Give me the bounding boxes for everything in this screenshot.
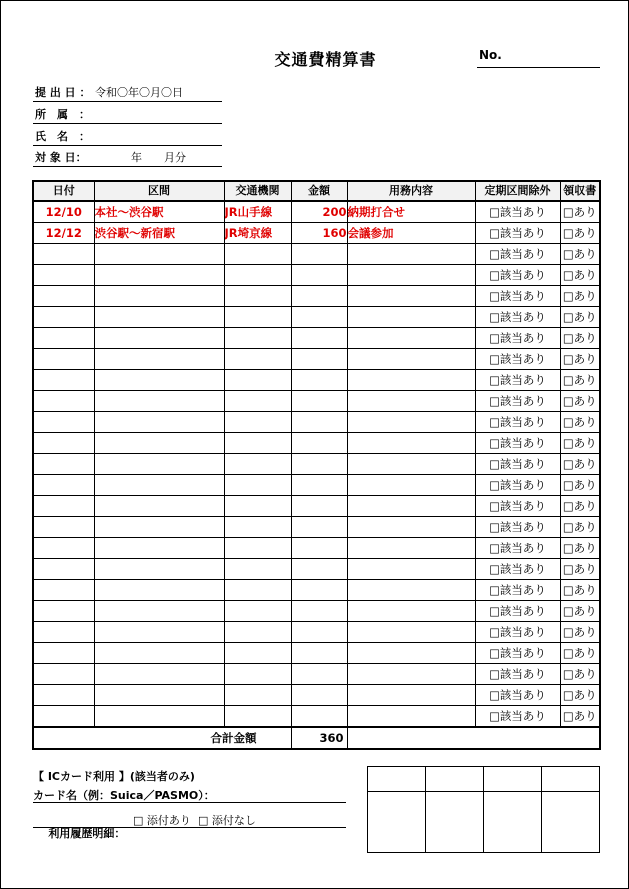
table-row [33, 286, 600, 307]
row-purpose-cell[interactable] [347, 580, 475, 601]
row-purpose-cell[interactable] [347, 370, 475, 391]
row-date-cell[interactable] [33, 286, 94, 307]
row-section-cell[interactable] [94, 370, 224, 391]
stamp-box[interactable] [368, 792, 426, 853]
row-receipt-checkbox[interactable]: □あり [560, 643, 600, 664]
row-amount-cell[interactable] [291, 454, 347, 475]
row-transport-cell[interactable] [224, 370, 291, 391]
row-section-cell[interactable] [94, 244, 224, 265]
row-amount-cell[interactable] [291, 685, 347, 706]
row-commuter-checkbox[interactable]: □該当あり [475, 685, 560, 706]
row-commuter-checkbox[interactable]: □該当あり [475, 391, 560, 412]
total-blank [347, 727, 600, 749]
table-row [33, 601, 600, 622]
row-section-cell[interactable] [94, 685, 224, 706]
row-date-cell[interactable] [33, 454, 94, 475]
row-amount-cell[interactable] [291, 328, 347, 349]
stamp-box[interactable] [426, 792, 484, 853]
row-date-cell[interactable] [33, 538, 94, 559]
row-transport-cell[interactable] [224, 643, 291, 664]
ic-card-name-label: カード名（例：Suica／PASMO）： [33, 789, 215, 802]
row-receipt-checkbox[interactable]: □あり [560, 601, 600, 622]
stamp-box[interactable] [542, 792, 600, 853]
table-row [33, 265, 600, 286]
submit-date-label: 提 出 日 ： [35, 86, 91, 99]
row-section-cell[interactable] [94, 664, 224, 685]
row-section-cell[interactable] [94, 349, 224, 370]
period-value: 年 月分 [131, 151, 186, 164]
department-label: 所 属 ： [35, 108, 90, 121]
row-amount-cell[interactable] [291, 517, 347, 538]
table-row [33, 307, 600, 328]
row-date-cell[interactable] [33, 559, 94, 580]
row-purpose-cell[interactable] [347, 664, 475, 685]
row-commuter-checkbox[interactable]: □該当あり [475, 349, 560, 370]
table-row [33, 223, 600, 244]
row-amount-cell[interactable] [291, 580, 347, 601]
row-receipt-checkbox[interactable]: □あり [560, 538, 600, 559]
ic-card-name-field[interactable] [33, 802, 346, 803]
row-section-cell[interactable] [94, 538, 224, 559]
row-purpose-cell[interactable] [347, 685, 475, 706]
row-commuter-checkbox[interactable]: □該当あり [475, 265, 560, 286]
row-date-cell[interactable] [33, 643, 94, 664]
row-purpose-cell[interactable] [347, 496, 475, 517]
row-purpose-cell[interactable] [347, 517, 475, 538]
row-amount-cell[interactable] [291, 307, 347, 328]
row-transport-cell[interactable] [224, 349, 291, 370]
row-purpose-cell[interactable] [347, 265, 475, 286]
row-purpose-cell[interactable] [347, 328, 475, 349]
row-date-cell[interactable] [33, 391, 94, 412]
row-section-cell[interactable] [94, 580, 224, 601]
department-row[interactable] [33, 102, 222, 124]
row-date-cell[interactable] [33, 412, 94, 433]
row-commuter-checkbox[interactable]: □該当あり [475, 307, 560, 328]
row-receipt-checkbox[interactable]: □あり [560, 412, 600, 433]
row-amount-cell[interactable]: 200 [291, 201, 347, 223]
row-amount-cell[interactable] [291, 538, 347, 559]
row-transport-cell[interactable] [224, 496, 291, 517]
row-commuter-checkbox[interactable]: □該当あり [475, 622, 560, 643]
row-transport-cell[interactable] [224, 328, 291, 349]
row-amount-cell[interactable] [291, 496, 347, 517]
table-row [33, 244, 600, 265]
row-section-cell[interactable] [94, 412, 224, 433]
row-section-cell[interactable]: 渋谷駅～新宿駅 [94, 223, 224, 244]
row-purpose-cell[interactable] [347, 559, 475, 580]
name-row[interactable] [33, 124, 222, 146]
row-purpose-cell[interactable] [347, 454, 475, 475]
row-receipt-checkbox[interactable]: □あり [560, 664, 600, 685]
table-row [33, 664, 600, 685]
row-transport-cell[interactable] [224, 685, 291, 706]
expense-table [32, 180, 601, 750]
table-row [33, 517, 600, 538]
row-purpose-cell[interactable] [347, 538, 475, 559]
row-commuter-checkbox[interactable]: □該当あり [475, 223, 560, 244]
row-amount-cell[interactable] [291, 391, 347, 412]
row-date-cell[interactable] [33, 580, 94, 601]
row-amount-cell[interactable] [291, 433, 347, 454]
ic-card-heading: 【 ICカード利用 】(該当者のみ) [33, 770, 195, 783]
row-receipt-checkbox[interactable]: □あり [560, 685, 600, 706]
row-commuter-checkbox[interactable]: □該当あり [475, 412, 560, 433]
row-date-cell[interactable] [33, 664, 94, 685]
history-row [33, 812, 256, 880]
row-commuter-checkbox[interactable]: □該当あり [475, 201, 560, 223]
row-section-cell[interactable]: 本社～渋谷駅 [94, 201, 224, 223]
row-section-cell[interactable] [94, 328, 224, 349]
row-section-cell[interactable] [94, 517, 224, 538]
row-receipt-checkbox[interactable]: □あり [560, 286, 600, 307]
row-transport-cell[interactable] [224, 307, 291, 328]
row-receipt-checkbox[interactable]: □あり [560, 328, 600, 349]
row-commuter-checkbox[interactable]: □該当あり [475, 517, 560, 538]
row-commuter-checkbox[interactable]: □該当あり [475, 664, 560, 685]
row-purpose-cell[interactable]: 会議参加 [347, 223, 475, 244]
header-purpose: 用務内容 [347, 181, 475, 201]
row-receipt-checkbox[interactable]: □あり [560, 559, 600, 580]
stamp-header-cell [542, 767, 600, 792]
table-row [33, 201, 600, 223]
row-receipt-checkbox[interactable]: □あり [560, 265, 600, 286]
row-date-cell[interactable] [33, 307, 94, 328]
row-section-cell[interactable] [94, 286, 224, 307]
header-commuter-exclusion: 定期区間除外 [475, 181, 560, 201]
row-receipt-checkbox[interactable]: □あり [560, 307, 600, 328]
row-commuter-checkbox[interactable]: □該当あり [475, 538, 560, 559]
row-commuter-checkbox[interactable]: □該当あり [475, 496, 560, 517]
row-amount-cell[interactable] [291, 370, 347, 391]
row-amount-cell[interactable] [291, 349, 347, 370]
row-transport-cell[interactable] [224, 265, 291, 286]
row-date-cell[interactable] [33, 517, 94, 538]
row-purpose-cell[interactable] [347, 601, 475, 622]
row-receipt-checkbox[interactable]: □あり [560, 475, 600, 496]
table-row [33, 496, 600, 517]
row-transport-cell[interactable] [224, 664, 291, 685]
table-row [33, 538, 600, 559]
row-commuter-checkbox[interactable]: □該当あり [475, 706, 560, 728]
submit-date-row[interactable] [33, 80, 222, 102]
table-row [33, 328, 600, 349]
history-attached-checkbox[interactable]: □ 添付あり [133, 814, 191, 827]
stamp-header-cell [484, 767, 542, 792]
period-row[interactable] [33, 145, 222, 167]
table-row [33, 580, 600, 601]
row-date-cell[interactable] [33, 265, 94, 286]
table-row [33, 454, 600, 475]
header-amount: 金額 [291, 181, 347, 201]
table-row [33, 643, 600, 664]
history-none-checkbox[interactable]: □ 添付なし [198, 814, 256, 827]
row-amount-cell[interactable] [291, 244, 347, 265]
row-commuter-checkbox[interactable]: □該当あり [475, 370, 560, 391]
row-receipt-checkbox[interactable]: □あり [560, 706, 600, 728]
row-purpose-cell[interactable] [347, 643, 475, 664]
row-purpose-cell[interactable] [347, 349, 475, 370]
table-row [33, 622, 600, 643]
period-label: 対 象 日： [35, 151, 87, 164]
row-receipt-checkbox[interactable]: □あり [560, 517, 600, 538]
table-row [33, 391, 600, 412]
row-amount-cell[interactable] [291, 601, 347, 622]
row-purpose-cell[interactable] [347, 307, 475, 328]
row-commuter-checkbox[interactable]: □該当あり [475, 559, 560, 580]
approval-stamp-boxes [367, 766, 600, 853]
table-row [33, 433, 600, 454]
table-row [33, 706, 600, 728]
header-transport: 交通機関 [224, 181, 291, 201]
stamp-header-cell [368, 767, 426, 792]
row-transport-cell[interactable] [224, 559, 291, 580]
table-row [33, 370, 600, 391]
document-number-field[interactable] [477, 67, 600, 68]
row-date-cell[interactable] [33, 349, 94, 370]
row-date-cell[interactable] [33, 622, 94, 643]
stamp-box[interactable] [484, 792, 542, 853]
row-purpose-cell[interactable] [347, 412, 475, 433]
row-section-cell[interactable] [94, 559, 224, 580]
row-purpose-cell[interactable] [347, 475, 475, 496]
form-title: 交通費精算書 [274, 50, 377, 69]
row-receipt-checkbox[interactable]: □あり [560, 496, 600, 517]
row-commuter-checkbox[interactable]: □該当あり [475, 328, 560, 349]
row-transport-cell[interactable] [224, 454, 291, 475]
header-date: 日付 [33, 181, 94, 201]
row-section-cell[interactable] [94, 496, 224, 517]
row-commuter-checkbox[interactable]: □該当あり [475, 643, 560, 664]
row-amount-cell[interactable] [291, 643, 347, 664]
row-date-cell[interactable]: 12/12 [33, 223, 94, 244]
row-purpose-cell[interactable] [347, 622, 475, 643]
row-purpose-cell[interactable] [347, 286, 475, 307]
row-section-cell[interactable] [94, 265, 224, 286]
row-transport-cell[interactable] [224, 244, 291, 265]
row-purpose-cell[interactable]: 納期打合せ [347, 201, 475, 223]
row-transport-cell[interactable] [224, 622, 291, 643]
row-transport-cell[interactable] [224, 475, 291, 496]
row-amount-cell[interactable]: 160 [291, 223, 347, 244]
row-section-cell[interactable] [94, 433, 224, 454]
row-transport-cell[interactable] [224, 538, 291, 559]
row-section-cell[interactable] [94, 307, 224, 328]
row-transport-cell[interactable] [224, 706, 291, 728]
row-receipt-checkbox[interactable]: □あり [560, 349, 600, 370]
table-header-row [33, 181, 600, 201]
table-row [33, 475, 600, 496]
row-transport-cell[interactable] [224, 412, 291, 433]
total-value: 360 [291, 727, 347, 749]
row-transport-cell[interactable] [224, 286, 291, 307]
row-section-cell[interactable] [94, 643, 224, 664]
row-transport-cell[interactable]: JR埼京線 [224, 223, 291, 244]
row-commuter-checkbox[interactable]: □該当あり [475, 454, 560, 475]
row-amount-cell[interactable] [291, 475, 347, 496]
row-date-cell[interactable] [33, 475, 94, 496]
row-date-cell[interactable] [33, 433, 94, 454]
name-label: 氏 名 ： [35, 130, 90, 143]
row-date-cell[interactable] [33, 496, 94, 517]
row-date-cell[interactable] [33, 328, 94, 349]
row-transport-cell[interactable]: JR山手線 [224, 201, 291, 223]
row-commuter-checkbox[interactable]: □該当あり [475, 601, 560, 622]
row-section-cell[interactable] [94, 475, 224, 496]
row-receipt-checkbox[interactable]: □あり [560, 454, 600, 475]
table-row [33, 412, 600, 433]
row-receipt-checkbox[interactable]: □あり [560, 370, 600, 391]
row-date-cell[interactable] [33, 685, 94, 706]
row-transport-cell[interactable] [224, 433, 291, 454]
table-row [33, 559, 600, 580]
header-section: 区間 [94, 181, 224, 201]
row-section-cell[interactable] [94, 622, 224, 643]
row-amount-cell[interactable] [291, 706, 347, 728]
history-label: 利用履歴明細： [48, 827, 126, 840]
row-date-cell[interactable] [33, 601, 94, 622]
row-purpose-cell[interactable] [347, 706, 475, 728]
row-transport-cell[interactable] [224, 601, 291, 622]
row-purpose-cell[interactable] [347, 244, 475, 265]
row-amount-cell[interactable] [291, 664, 347, 685]
document-number-label: No. [479, 48, 502, 62]
row-date-cell[interactable] [33, 370, 94, 391]
row-date-cell[interactable] [33, 706, 94, 728]
row-amount-cell[interactable] [291, 622, 347, 643]
submit-date-value: 令和〇年〇月〇日 [95, 86, 183, 99]
row-commuter-checkbox[interactable]: □該当あり [475, 475, 560, 496]
row-amount-cell[interactable] [291, 412, 347, 433]
row-amount-cell[interactable] [291, 559, 347, 580]
row-transport-cell[interactable] [224, 517, 291, 538]
row-transport-cell[interactable] [224, 391, 291, 412]
table-row [33, 349, 600, 370]
history-line [33, 827, 346, 828]
row-receipt-checkbox[interactable]: □あり [560, 580, 600, 601]
row-transport-cell[interactable] [224, 580, 291, 601]
row-commuter-checkbox[interactable]: □該当あり [475, 433, 560, 454]
row-purpose-cell[interactable] [347, 433, 475, 454]
row-receipt-checkbox[interactable]: □あり [560, 391, 600, 412]
row-date-cell[interactable]: 12/10 [33, 201, 94, 223]
row-section-cell[interactable] [94, 706, 224, 728]
row-receipt-checkbox[interactable]: □あり [560, 433, 600, 454]
row-purpose-cell[interactable] [347, 391, 475, 412]
row-amount-cell[interactable] [291, 286, 347, 307]
stamp-header-cell [426, 767, 484, 792]
row-date-cell[interactable] [33, 244, 94, 265]
total-label: 合計金額 [33, 727, 291, 749]
row-section-cell[interactable] [94, 454, 224, 475]
row-commuter-checkbox[interactable]: □該当あり [475, 286, 560, 307]
row-section-cell[interactable] [94, 391, 224, 412]
row-receipt-checkbox[interactable]: □あり [560, 223, 600, 244]
row-receipt-checkbox[interactable]: □あり [560, 622, 600, 643]
row-receipt-checkbox[interactable]: □あり [560, 244, 600, 265]
row-section-cell[interactable] [94, 601, 224, 622]
table-row [33, 685, 600, 706]
row-receipt-checkbox[interactable]: □あり [560, 201, 600, 223]
header-receipt: 領収書 [560, 181, 600, 201]
row-commuter-checkbox[interactable]: □該当あり [475, 244, 560, 265]
row-commuter-checkbox[interactable]: □該当あり [475, 580, 560, 601]
row-amount-cell[interactable] [291, 265, 347, 286]
total-row [33, 727, 600, 749]
